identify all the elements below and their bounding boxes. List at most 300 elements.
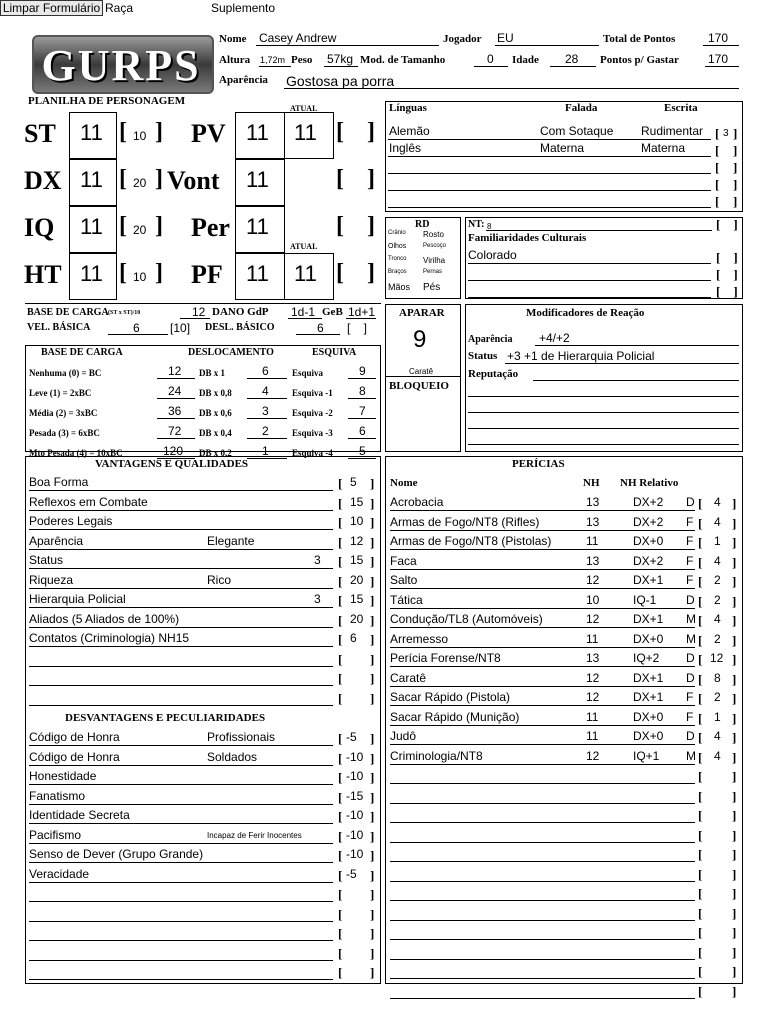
advantage-cost-open-bracket-7: [ — [338, 612, 343, 628]
advantage-line-3 — [29, 549, 333, 550]
enc-bc-4[interactable]: 120 — [163, 444, 184, 458]
skill-cost-open-bracket-12: [ — [698, 730, 703, 745]
basic-lift-field[interactable]: 12 — [192, 305, 206, 319]
disadvantage-cost-1[interactable]: -10 — [346, 749, 364, 764]
disadvantage-cost-0[interactable]: -5 — [346, 730, 357, 744]
skill-line-14 — [390, 783, 695, 784]
disadvantage-name-0[interactable]: Código de Honra — [29, 730, 120, 744]
skill-line-15 — [390, 803, 695, 804]
disadvantage-line-6 — [29, 862, 333, 863]
disadvantage-cost-close-bracket-6: ] — [370, 848, 375, 863]
advantage-name-8[interactable]: Contatos (Criminologia) NH15 — [29, 631, 190, 645]
advantage-note-3[interactable]: Elegante — [207, 533, 255, 548]
sec-cost-close-bracket-0: ] — [367, 119, 375, 145]
advantage-cost-close-bracket-5: ] — [370, 573, 375, 589]
skill-relative-1[interactable]: DX+2 — [633, 514, 664, 529]
attr-label-1: DX — [24, 166, 62, 195]
skill-line-9 — [390, 686, 695, 687]
disadvantage-line-5 — [29, 843, 333, 844]
disadvantage-name-5[interactable]: Pacifismo — [29, 827, 82, 842]
skill-cost-close-bracket-1: ] — [732, 515, 737, 531]
skill-cost-3[interactable]: 4 — [714, 553, 721, 568]
player-field[interactable]: EU — [497, 31, 514, 45]
skill-cost-2[interactable]: 1 — [714, 534, 721, 548]
dr-part-0: Crânio — [388, 230, 406, 236]
skill-cost-open-bracket-23: [ — [698, 944, 703, 960]
disadvantage-cost-close-bracket-3: ] — [370, 789, 375, 805]
reaction-appearance-label: Aparência — [468, 334, 513, 345]
disadvantage-line-11 — [29, 960, 333, 961]
skill-cost-close-bracket-2: ] — [732, 535, 737, 550]
advantage-cost-close-bracket-3: ] — [370, 534, 375, 550]
skill-nh-12[interactable]: 11 — [586, 729, 599, 743]
sec-value-3[interactable]: 11 — [246, 261, 269, 286]
skill-difficulty-11[interactable]: F — [686, 709, 694, 724]
enc-move-2[interactable]: 3 — [262, 404, 269, 418]
skill-name-13[interactable]: Criminologia/NT8 — [390, 748, 483, 763]
skill-difficulty-8[interactable]: D — [686, 651, 695, 665]
disadvantage-cost-5[interactable]: -10 — [346, 827, 364, 842]
language-name-0[interactable]: Alemão — [389, 124, 430, 138]
tech-level-field[interactable]: 8 — [487, 222, 492, 231]
disadvantage-cost-close-bracket-9: ] — [370, 906, 375, 922]
disadvantage-cost-6[interactable]: -10 — [346, 847, 364, 861]
disadvantage-line-7 — [29, 882, 333, 883]
skill-cost-4[interactable]: 2 — [714, 573, 721, 587]
dr-title: RD — [415, 219, 430, 230]
language-cost-open-bracket-3: [ — [715, 177, 720, 192]
dr-part-8: Mãos — [388, 282, 411, 292]
skill-cost-open-bracket-8: [ — [698, 652, 703, 667]
disadvantage-cost-open-bracket-9: [ — [338, 906, 343, 922]
height-label: Altura — [219, 54, 251, 66]
attr-cost-1[interactable]: 20 — [133, 176, 147, 190]
skill-name-9[interactable]: Caratê — [390, 670, 427, 685]
tech-level-cost[interactable]: [ ] — [716, 217, 738, 232]
advantage-level-6[interactable]: 3 — [314, 592, 321, 606]
enc-dodge-4[interactable]: 5 — [359, 444, 366, 458]
disadvantage-cost-3[interactable]: -15 — [346, 788, 364, 803]
skill-name-5[interactable]: Tática — [390, 592, 423, 607]
language-cost-close-bracket-4: ] — [733, 194, 738, 209]
culture-cost-2[interactable]: [ ] — [716, 284, 738, 299]
disadvantage-cost-close-bracket-1: ] — [370, 750, 375, 766]
disadvantage-cost-open-bracket-12: [ — [338, 965, 343, 980]
skill-relative-12[interactable]: DX+0 — [633, 729, 664, 743]
advantage-cost-4[interactable]: 15 — [350, 553, 364, 567]
advantage-name-4[interactable]: Status — [29, 553, 64, 567]
attr-value-1[interactable]: 11 — [80, 167, 103, 192]
attr-label-3: HT — [24, 260, 62, 289]
skill-difficulty-1[interactable]: F — [686, 514, 694, 529]
skill-line-6 — [390, 627, 695, 628]
enc-move-line-2 — [247, 418, 287, 419]
language-written-1[interactable]: Materna — [641, 141, 686, 155]
disadvantage-name-3[interactable]: Fanatismo — [29, 788, 86, 803]
skill-cost-close-bracket-7: ] — [732, 632, 737, 648]
disadvantage-cost-4[interactable]: -10 — [346, 808, 364, 822]
advantage-cost-open-bracket-6: [ — [338, 593, 343, 608]
language-written-0[interactable]: Rudimentar — [641, 124, 704, 138]
skill-nh-8[interactable]: 13 — [586, 651, 600, 665]
skill-relative-4[interactable]: DX+1 — [633, 573, 664, 587]
enc-move-0[interactable]: 6 — [262, 364, 269, 378]
disadvantage-note-1[interactable]: Soldados — [207, 749, 258, 764]
skill-name-3[interactable]: Faca — [390, 553, 417, 568]
enc-bc-0[interactable]: 12 — [168, 364, 182, 378]
languages-header: Línguas — [389, 102, 427, 114]
skill-cost-close-bracket-13: ] — [732, 749, 737, 765]
language-cost-close-bracket-2: ] — [733, 160, 738, 175]
advantage-cost-1[interactable]: 15 — [350, 494, 364, 509]
advantage-cost-open-bracket-5: [ — [338, 573, 343, 589]
skill-cost-open-bracket-21: [ — [698, 905, 703, 921]
basic-speed-cost[interactable]: [10] — [170, 321, 191, 335]
dr-part-4: Tronco — [388, 256, 407, 262]
enc-bc-header: BASE DE CARGA — [41, 347, 123, 358]
reaction-status-label: Status — [468, 350, 498, 362]
enc-bc-2[interactable]: 36 — [168, 404, 182, 418]
enc-move-1[interactable]: 4 — [262, 384, 269, 398]
disadvantage-cost-open-bracket-3: [ — [338, 789, 343, 805]
total-points-field[interactable]: 170 — [708, 31, 729, 45]
enc-dodge-2[interactable]: 7 — [359, 404, 366, 418]
disadvantage-cost-open-bracket-0: [ — [338, 731, 343, 746]
advantage-name-0[interactable]: Boa Forma — [29, 475, 89, 489]
enc-move-header: DESLOCAMENTO — [188, 347, 274, 358]
skill-difficulty-12[interactable]: D — [686, 729, 695, 743]
advantage-name-1[interactable]: Reflexos em Combate — [29, 494, 148, 509]
attr-value-0[interactable]: 11 — [80, 120, 103, 145]
enc-dodge-1[interactable]: 8 — [359, 384, 366, 398]
sec-cost-open-bracket-1: [ — [336, 166, 344, 192]
sec-current-3[interactable]: 11 — [294, 261, 317, 286]
enc-dodge-label-3: Esquiva -3 — [292, 428, 333, 438]
skill-nh-6[interactable]: 12 — [586, 612, 600, 626]
advantage-cost-open-bracket-9: [ — [338, 651, 343, 667]
disadvantage-cost-close-bracket-12: ] — [370, 965, 375, 980]
language-name-1[interactable]: Inglês — [389, 141, 422, 155]
advantage-cost-5[interactable]: 20 — [350, 572, 364, 587]
culture-name-0[interactable]: Colorado — [468, 248, 517, 262]
age-field[interactable]: 28 — [565, 52, 579, 66]
skill-cost-close-bracket-24: ] — [732, 964, 737, 979]
skill-difficulty-5[interactable]: D — [686, 592, 695, 607]
skill-cost-open-bracket-24: [ — [698, 964, 703, 979]
disadvantage-name-4[interactable]: Identidade Secreta — [29, 808, 130, 822]
language-spoken-1[interactable]: Materna — [540, 141, 585, 155]
skill-cost-0[interactable]: 4 — [714, 495, 721, 509]
advantage-cost-7[interactable]: 20 — [350, 611, 364, 626]
enc-move-4[interactable]: 1 — [262, 444, 269, 458]
language-cost-0[interactable]: 3 — [723, 128, 729, 139]
enc-dodge-3[interactable]: 6 — [359, 424, 366, 438]
skill-cost-close-bracket-4: ] — [732, 574, 737, 589]
skill-cost-close-bracket-3: ] — [732, 554, 737, 570]
skill-cost-12[interactable]: 4 — [714, 729, 721, 743]
reaction-appearance-field[interactable]: +4/+2 — [539, 331, 570, 345]
skill-relative-8[interactable]: IQ+2 — [633, 651, 660, 665]
skill-name-11[interactable]: Sacar Rápido (Munição) — [390, 709, 520, 724]
skill-name-4[interactable]: Salto — [390, 573, 418, 587]
enc-dodge-header: ESQUIVA — [312, 347, 357, 358]
skill-difficulty-10[interactable]: F — [686, 690, 694, 704]
skill-nh-10[interactable]: 12 — [586, 690, 600, 704]
skill-cost-7[interactable]: 2 — [714, 631, 721, 646]
skill-cost-close-bracket-17: ] — [732, 827, 737, 843]
skill-nh-7[interactable]: 11 — [586, 631, 599, 646]
advantage-level-4[interactable]: 3 — [314, 553, 321, 567]
skill-cost-open-bracket-7: [ — [698, 632, 703, 648]
skill-line-11 — [390, 725, 695, 726]
advantage-cost-2[interactable]: 10 — [350, 514, 364, 528]
skill-difficulty-7[interactable]: M — [686, 631, 696, 646]
enc-move-3[interactable]: 2 — [262, 424, 269, 438]
skill-name-12[interactable]: Judô — [390, 729, 417, 743]
thrust-field[interactable]: 1d-1 — [291, 305, 316, 319]
disadvantage-name-2[interactable]: Honestidade — [29, 769, 97, 783]
clear-form-button[interactable]: Limpar Formulário — [0, 0, 103, 16]
language-cost-open-bracket-1: [ — [715, 143, 720, 158]
skill-cost-close-bracket-15: ] — [732, 788, 737, 804]
enc-label-4: Mto Pesada (4) = 10xBC — [29, 448, 123, 458]
attr-cost-2[interactable]: 20 — [133, 223, 147, 237]
disadvantage-note-0[interactable]: Profissionais — [207, 730, 276, 744]
skill-nh-4[interactable]: 12 — [586, 573, 600, 587]
swing-field[interactable]: 1d+1 — [348, 305, 376, 319]
skill-nh-1[interactable]: 13 — [586, 514, 600, 529]
skill-relative-13[interactable]: IQ+1 — [633, 748, 660, 763]
skill-cost-5[interactable]: 2 — [714, 592, 721, 607]
attr-label-0: ST — [24, 119, 56, 148]
advantage-cost-8[interactable]: 6 — [350, 631, 357, 645]
skill-difficulty-9[interactable]: D — [686, 670, 695, 685]
skill-relative-7[interactable]: DX+0 — [633, 631, 664, 646]
tech-level-label: NT: — [468, 219, 485, 230]
skill-cost-close-bracket-22: ] — [732, 925, 737, 940]
skill-cost-open-bracket-25: [ — [698, 983, 703, 999]
sec-label-3: PF — [191, 260, 223, 289]
skill-line-25 — [390, 998, 695, 999]
skill-cost-open-bracket-18: [ — [698, 847, 703, 862]
advantage-cost-3[interactable]: 12 — [350, 533, 364, 548]
attr-value-2[interactable]: 11 — [80, 214, 103, 239]
skill-name-8[interactable]: Perícia Forense/NT8 — [390, 651, 501, 665]
culture-cost-1[interactable]: [ ] — [716, 267, 738, 282]
name-field[interactable]: Casey Andrew — [259, 31, 337, 45]
language-line-4 — [388, 207, 711, 208]
advantage-name-3[interactable]: Aparência — [29, 533, 84, 548]
skill-cost-open-bracket-22: [ — [698, 925, 703, 940]
basic-move-cost[interactable]: [ ] — [347, 321, 368, 335]
language-spoken-0[interactable]: Com Sotaque — [540, 124, 614, 138]
spoken-header: Falada — [565, 102, 598, 114]
skill-nh-2[interactable]: 11 — [586, 534, 599, 548]
advantage-note-5[interactable]: Rico — [207, 572, 232, 587]
basic-move-field[interactable]: 6 — [317, 321, 324, 335]
attr-cost-3[interactable]: 10 — [133, 270, 147, 284]
advantage-cost-6[interactable]: 15 — [350, 592, 364, 606]
enc-dodge-label-4: Esquiva -4 — [292, 448, 333, 458]
skill-cost-open-bracket-0: [ — [698, 496, 703, 511]
skill-nh-13[interactable]: 12 — [586, 748, 600, 763]
skill-difficulty-3[interactable]: F — [686, 553, 694, 568]
sheet-title: PLANILHA DE PERSONAGEM — [28, 95, 186, 107]
attr-value-3[interactable]: 11 — [80, 261, 103, 286]
advantage-name-5[interactable]: Riqueza — [29, 572, 74, 587]
skill-line-10 — [390, 705, 695, 706]
attr-cost-open-bracket-2: [ — [119, 213, 127, 239]
disadvantage-line-0 — [29, 745, 333, 746]
skill-cost-9[interactable]: 8 — [714, 670, 721, 685]
skill-cost-open-bracket-11: [ — [698, 710, 703, 726]
skill-line-17 — [390, 842, 695, 843]
skill-name-2[interactable]: Armas de Fogo/NT8 (Pistolas) — [390, 534, 552, 548]
skill-name-6[interactable]: Condução/TL8 (Automóveis) — [390, 612, 543, 626]
skill-difficulty-6[interactable]: M — [686, 612, 696, 626]
skills-name-header: Nome — [390, 477, 418, 489]
skill-name-0[interactable]: Acrobacia — [390, 495, 444, 509]
skill-nh-0[interactable]: 13 — [586, 495, 600, 509]
disadvantage-line-1 — [29, 765, 333, 766]
disadvantage-cost-close-bracket-10: ] — [370, 926, 375, 941]
skill-nh-5[interactable]: 10 — [586, 592, 600, 607]
advantage-cost-open-bracket-10: [ — [338, 671, 343, 686]
skill-relative-6[interactable]: DX+1 — [633, 612, 664, 626]
enc-bc-1[interactable]: 24 — [168, 384, 182, 398]
language-cost-close-bracket-3: ] — [733, 177, 738, 192]
basic-lift-note: (ST x ST)/10 — [108, 310, 141, 316]
advantage-cost-close-bracket-1: ] — [370, 495, 375, 511]
disadvantage-line-12 — [29, 979, 333, 980]
sec-value-1[interactable]: 11 — [246, 167, 269, 192]
skill-cost-open-bracket-16: [ — [698, 808, 703, 823]
skill-cost-close-bracket-14: ] — [732, 769, 737, 784]
disadvantage-note-5[interactable]: Incapaz de Ferir Inocentes — [207, 830, 302, 840]
skill-cost-close-bracket-11: ] — [732, 710, 737, 726]
advantage-name-6[interactable]: Hierarquia Policial — [29, 592, 126, 606]
enc-db-2: DB x 0,6 — [199, 408, 232, 418]
advantage-name-2[interactable]: Poderes Legais — [29, 514, 113, 528]
parry-field[interactable]: 9 — [413, 326, 427, 353]
skill-relative-2[interactable]: DX+0 — [633, 534, 664, 548]
skill-line-0 — [390, 510, 695, 511]
size-modifier-field[interactable]: 0 — [487, 52, 494, 66]
skill-line-2 — [390, 549, 695, 550]
skill-line-18 — [390, 861, 695, 862]
skill-cost-11[interactable]: 1 — [714, 709, 721, 724]
skill-cost-6[interactable]: 4 — [714, 612, 721, 626]
weight-field[interactable]: 57kg — [327, 52, 354, 66]
appearance-field[interactable]: Gostosa pa porra — [286, 73, 395, 89]
advantage-line-8 — [29, 646, 333, 647]
enc-move-line-0 — [247, 378, 287, 379]
disadvantage-line-9 — [29, 921, 333, 922]
skill-nh-3[interactable]: 13 — [586, 553, 600, 568]
disadvantage-name-6[interactable]: Senso de Dever (Grupo Grande) — [29, 847, 204, 861]
skill-difficulty-4[interactable]: F — [686, 573, 694, 587]
skill-cost-13[interactable]: 4 — [714, 748, 721, 763]
skill-name-10[interactable]: Sacar Rápido (Pistola) — [390, 690, 511, 704]
skill-name-1[interactable]: Armas de Fogo/NT8 (Rifles) — [390, 514, 540, 529]
enc-dodge-0[interactable]: 9 — [359, 364, 366, 378]
advantage-cost-close-bracket-7: ] — [370, 612, 375, 628]
reaction-status-field[interactable]: +3 +1 de Hierarquia Policial — [507, 349, 655, 363]
attr-label-2: IQ — [24, 213, 55, 242]
gurps-logo-text: GURPS — [41, 41, 201, 90]
disadvantage-cost-close-bracket-7: ] — [370, 867, 375, 883]
skill-line-4 — [390, 588, 695, 589]
disadvantage-name-7[interactable]: Veracidade — [29, 866, 90, 881]
skill-difficulty-2[interactable]: F — [686, 534, 694, 548]
skill-cost-10[interactable]: 2 — [714, 690, 721, 704]
sec-value-2[interactable]: 11 — [246, 214, 269, 239]
skill-cost-open-bracket-17: [ — [698, 827, 703, 843]
disadvantage-line-10 — [29, 940, 333, 941]
skill-cost-open-bracket-1: [ — [698, 515, 703, 531]
height-field[interactable]: 1,72m — [260, 55, 286, 65]
parry-skill: Caratê — [409, 367, 434, 376]
enc-bc-3[interactable]: 72 — [168, 424, 182, 438]
disadvantage-cost-close-bracket-0: ] — [370, 731, 375, 746]
enc-dodge-line-2 — [348, 418, 376, 419]
points-to-spend-field[interactable]: 170 — [708, 52, 729, 66]
disadvantage-name-1[interactable]: Código de Honra — [29, 749, 120, 764]
disadvantage-cost-open-bracket-7: [ — [338, 867, 343, 883]
language-line-2 — [388, 173, 711, 174]
skill-cost-1[interactable]: 4 — [714, 514, 721, 529]
skill-relative-11[interactable]: DX+0 — [633, 709, 664, 724]
skill-difficulty-0[interactable]: D — [686, 495, 695, 509]
sec-cost-close-bracket-1: ] — [367, 166, 375, 192]
skill-nh-11[interactable]: 11 — [586, 709, 599, 724]
skill-line-7 — [390, 647, 695, 648]
culture-cost-0[interactable]: [ ] — [716, 250, 738, 265]
skill-nh-9[interactable]: 12 — [586, 670, 600, 685]
skill-relative-5[interactable]: IQ-1 — [633, 592, 657, 607]
size-modifier-label: Mod. de Tamanho — [360, 54, 446, 66]
advantage-line-9 — [29, 666, 333, 667]
skill-name-7[interactable]: Arremesso — [390, 631, 449, 646]
basic-speed-field[interactable]: 6 — [133, 321, 140, 335]
enc-bc-line-1 — [157, 398, 195, 399]
disadvantage-cost-2[interactable]: -10 — [346, 769, 364, 783]
attr-cost-close-bracket-3: ] — [155, 260, 163, 286]
sec-value-0[interactable]: 11 — [246, 120, 269, 145]
attr-cost-open-bracket-3: [ — [119, 260, 127, 286]
advantage-line-0 — [29, 490, 333, 491]
skill-difficulty-13[interactable]: M — [686, 748, 696, 763]
language-cost-open-bracket-0: [ — [715, 126, 720, 141]
skill-relative-9[interactable]: DX+1 — [633, 670, 664, 685]
skill-relative-0[interactable]: DX+2 — [633, 495, 664, 509]
advantage-cost-0[interactable]: 5 — [350, 475, 357, 489]
skill-line-16 — [390, 822, 695, 823]
sec-current-0[interactable]: 11 — [294, 120, 317, 145]
name-label: Nome — [219, 33, 247, 45]
skill-cost-open-bracket-4: [ — [698, 574, 703, 589]
enc-move-line-1 — [247, 398, 287, 399]
attr-cost-0[interactable]: 10 — [133, 129, 147, 143]
atual-label-top: ATUAL — [290, 104, 318, 113]
disadvantage-cost-open-bracket-2: [ — [338, 770, 343, 785]
advantage-name-7[interactable]: Aliados (5 Aliados de 100%) — [29, 611, 180, 626]
skill-relative-10[interactable]: DX+1 — [633, 690, 664, 704]
disadvantage-cost-close-bracket-5: ] — [370, 828, 375, 844]
disadvantage-cost-7[interactable]: -5 — [346, 866, 357, 881]
skill-relative-3[interactable]: DX+2 — [633, 553, 664, 568]
skill-cost-8[interactable]: 12 — [710, 651, 724, 665]
